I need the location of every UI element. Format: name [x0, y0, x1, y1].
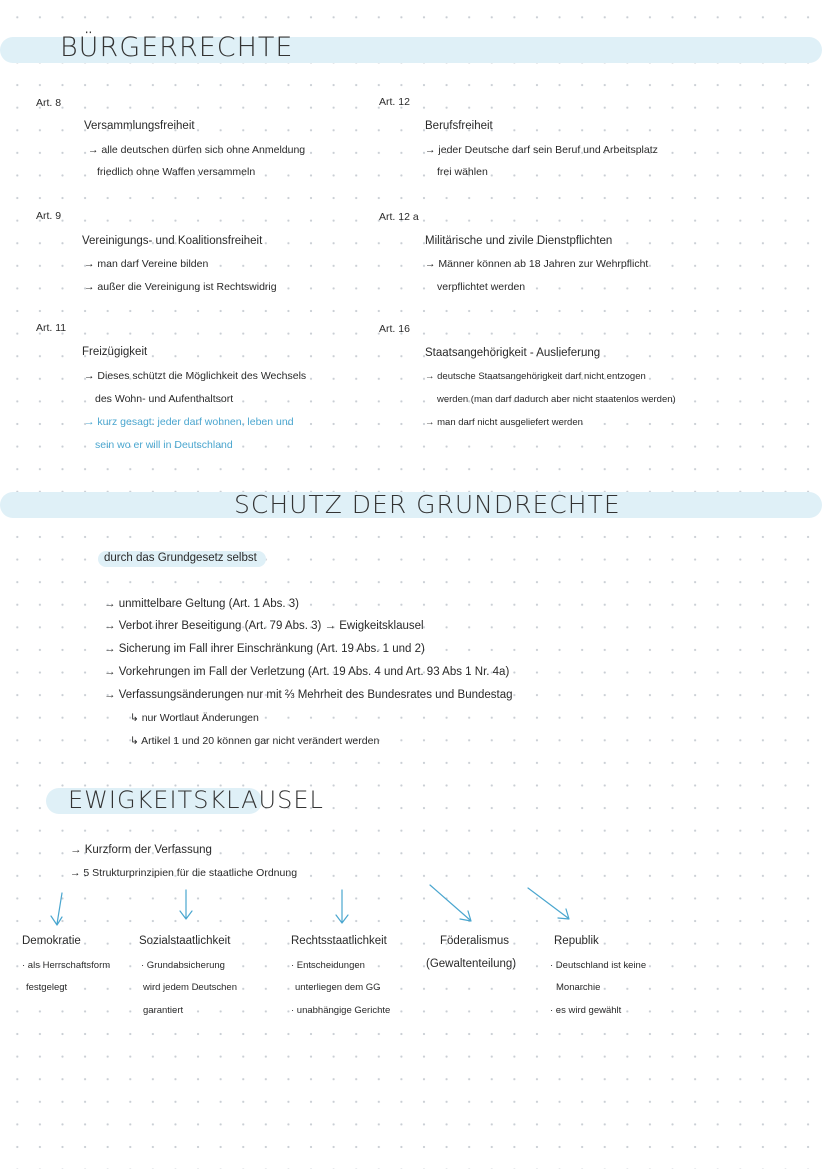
protection-line: → Vorkehrungen im Fall der Verletzung (Art. 19 Abs. 4 und Art. 93 Abs 1 Nr. 4a) [104, 666, 510, 678]
protection-subline: ↳ Artikel 1 und 20 können gar nicht verändert werden [130, 735, 380, 747]
article-heading: Militärische und zivile Dienstpflichten [425, 235, 613, 247]
principle-line: · unabhängige Gerichte [291, 1005, 391, 1016]
ewig-line: → Kurzform der Verfassung [70, 844, 212, 856]
article-line: → man darf Vereine bilden [84, 258, 209, 270]
principle-heading: Sozialstaatlichkeit [139, 935, 231, 947]
article-heading: Berufsfreiheit [425, 120, 493, 132]
principle-heading: Rechtsstaatlichkeit [291, 935, 387, 947]
article-line: verpflichtet werden [437, 281, 526, 293]
principle-heading: Föderalismus [440, 935, 510, 947]
article-line: → alle deutschen dürfen sich ohne Anmeldung [88, 144, 306, 156]
principle-line: · Deutschland ist keine [550, 960, 647, 971]
article-line: → deutsche Staatsangehörigkeit darf nicht entzogen [425, 371, 646, 382]
article-line: → jeder Deutsche darf sein Beruf und Arbeitsplatz [425, 144, 658, 156]
article-line: werden (man darf dadurch aber nicht staatenlos werden) [437, 394, 676, 405]
article-number: Art. 16 [379, 323, 410, 335]
principle-heading: Demokratie [22, 935, 81, 947]
principle-line: Monarchie [556, 982, 601, 993]
article-line: → Dieses schützt die Möglichkeit des Wechsels [84, 370, 307, 382]
article-number: Art. 8 [36, 97, 62, 109]
protection-subline: ↳ nur Wortlaut Änderungen [130, 712, 259, 724]
article-number: Art. 9 [36, 210, 62, 222]
section-title: SCHUTZ DER GRUNDRECHTE [234, 490, 621, 519]
article-note: sein wo er will in Deutschland [95, 439, 233, 451]
principle-line: · als Herrschaftsform [22, 960, 111, 971]
page-title: BÜRGERRECHTE [60, 32, 294, 63]
protection-line: → Sicherung im Fall ihrer Einschränkung (Art. 19 Abs. 1 und 2) [104, 643, 425, 655]
article-line: friedlich ohne Waffen versammeln [97, 166, 256, 178]
arrow-republik [528, 888, 569, 919]
article-note: → kurz gesagt: jeder darf wohnen, leben und [84, 416, 294, 428]
protection-line: → unmittelbare Geltung (Art. 1 Abs. 3) [104, 598, 299, 610]
principle-line: (Gewaltenteilung) [426, 958, 517, 970]
article-heading: Vereinigungs- und Koalitionsfreiheit [82, 235, 263, 247]
section-title: EWIGKEITSKLAUSEL [68, 786, 324, 814]
arrow-rechtsstaat [336, 890, 348, 923]
article-number: Art. 12 [379, 96, 410, 108]
article-heading: Freizügigkeit [82, 346, 148, 358]
principle-line: · es wird gewählt [550, 1005, 622, 1016]
article-line: → man darf nicht ausgeliefert werden [425, 417, 583, 428]
section-intro: durch das Grundgesetz selbst [104, 552, 257, 564]
arrow-foederalismus [430, 885, 471, 921]
article-number: Art. 12 a [379, 211, 419, 223]
article-number: Art. 11 [36, 322, 67, 334]
principle-line: garantiert [143, 1005, 184, 1016]
arrow-sozialstaat [180, 890, 192, 919]
article-heading: Staatsangehörigkeit - Auslieferung [425, 347, 601, 359]
article-line: des Wohn- und Aufenthaltsort [95, 393, 234, 405]
principle-line: · Grundabsicherung [141, 960, 225, 971]
principle-line: festgelegt [26, 982, 68, 993]
article-line: frei wählen [437, 166, 488, 178]
ewig-line: → 5 Strukturprinzipien für die staatliche Ordnung [70, 867, 298, 879]
article-line: → Männer können ab 18 Jahren zur Wehrpflicht [425, 258, 649, 270]
principle-line: unterliegen dem GG [295, 982, 381, 993]
article-line: → außer die Vereinigung ist Rechtswidrig [84, 281, 277, 293]
principle-line: · Entscheidungen [291, 960, 365, 971]
protection-line: → Verfassungsänderungen nur mit ⅔ Mehrheit des Bundesrates und Bundestag [104, 689, 513, 701]
principle-heading: Republik [554, 935, 599, 947]
arrow-demokratie [51, 893, 62, 925]
article-heading: Versammlungsfreiheit [84, 120, 195, 132]
principle-line: wird jedem Deutschen [143, 982, 237, 993]
protection-line: → Verbot ihrer Beseitigung (Art. 79 Abs. 3) → Ewigkeitsklausel [104, 620, 424, 632]
